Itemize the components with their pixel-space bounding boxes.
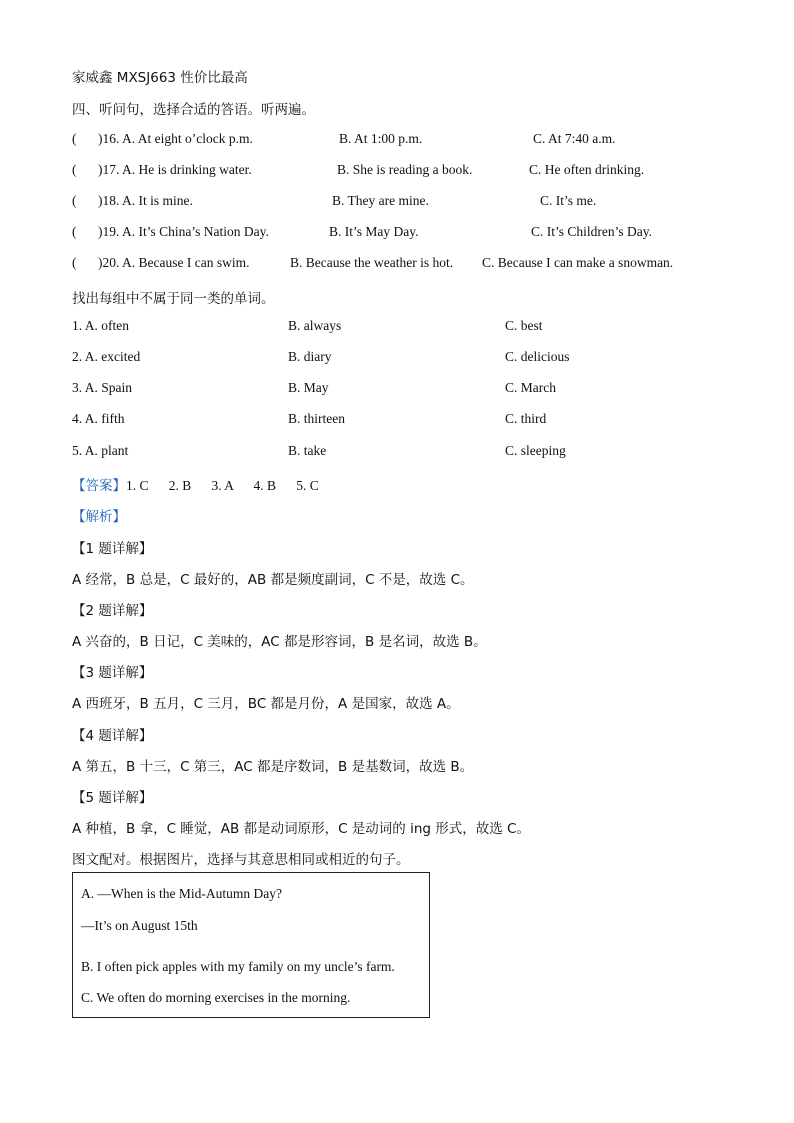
detail-text-3: A 西班牙，B 五月，C 三月，BC 都是月份，A 是国家，故选 A。 bbox=[72, 696, 460, 712]
detail-text-1: A 经常，B 总是，C 最好的，AB 都是频度副词，C 不是，故选 C。 bbox=[72, 572, 474, 588]
word-a: 1. A. often bbox=[72, 318, 129, 333]
answer-label: 【答案】 bbox=[72, 478, 126, 494]
listening-item-20 bbox=[72, 255, 752, 273]
option-b: B. Because the weather is hot. bbox=[290, 255, 454, 270]
answer-text: 1. C 2. B 3. A 4. B 5. C bbox=[126, 478, 319, 493]
answer-bracket: ( bbox=[72, 255, 77, 270]
answer-bracket: ( bbox=[72, 193, 77, 208]
word-b: B. May bbox=[288, 380, 329, 395]
word-b: B. always bbox=[288, 318, 342, 333]
option-c: C. He often drinking. bbox=[529, 162, 645, 177]
option-b: B. She is reading a book. bbox=[337, 162, 473, 177]
detail-title-4: 【4 题详解】 bbox=[72, 728, 153, 744]
detail-title-1: 【1 题详解】 bbox=[72, 541, 153, 557]
option-c: C. It’s me. bbox=[540, 193, 597, 208]
option-a: )20. A. Because I can swim. bbox=[98, 255, 250, 270]
word-a: 3. A. Spain bbox=[72, 380, 133, 395]
option-b: B. It’s May Day. bbox=[329, 224, 419, 239]
option-c: C. At 7:40 a.m. bbox=[533, 131, 616, 146]
option-b-sentence: B. I often pick apples with my family on my uncle’s farm. bbox=[81, 959, 395, 974]
word-c: C. third bbox=[505, 411, 547, 426]
listening-item-18 bbox=[72, 193, 752, 211]
option-a-question: A. —When is the Mid-Autumn Day? bbox=[81, 886, 282, 901]
option-a: )18. A. It is mine. bbox=[98, 193, 193, 208]
detail-text-2: A 兴奋的，B 日记，C 美味的，AC 都是形容词，B 是名词，故选 B。 bbox=[72, 634, 487, 650]
odd-one-out-title: 找出每组中不属于同一类的单词。 bbox=[72, 291, 275, 307]
listening-item-19 bbox=[72, 224, 752, 242]
option-c-sentence: C. We often do morning exercises in the morning. bbox=[81, 990, 351, 1005]
option-c: C. Because I can make a snowman. bbox=[482, 255, 674, 270]
detail-title-3: 【3 题详解】 bbox=[72, 665, 153, 681]
word-a: 4. A. fifth bbox=[72, 411, 125, 426]
answer-line bbox=[72, 474, 319, 494]
option-c: C. It’s Children’s Day. bbox=[531, 224, 652, 239]
word-c: C. best bbox=[505, 318, 543, 333]
sentence-options-box bbox=[72, 872, 430, 1018]
odd-word-group-3 bbox=[72, 380, 752, 398]
option-a: )19. A. It’s China’s Nation Day. bbox=[98, 224, 269, 239]
word-b: B. thirteen bbox=[288, 411, 345, 426]
matching-title: 图文配对。根据图片，选择与其意思相同或相近的句子。 bbox=[72, 852, 410, 868]
analysis-label: 【解析】 bbox=[72, 509, 126, 525]
option-b: B. They are mine. bbox=[332, 193, 429, 208]
word-a: 2. A. excited bbox=[72, 349, 141, 364]
page-header: 家威鑫 MXSJ663 性价比最高 bbox=[72, 70, 248, 86]
detail-text-4: A 第五，B 十三，C 第三，AC 都是序数词，B 是基数词，故选 B。 bbox=[72, 759, 474, 775]
word-b: B. take bbox=[288, 443, 327, 458]
answer-bracket: ( bbox=[72, 224, 77, 239]
option-a: )16. A. At eight o’clock p.m. bbox=[98, 131, 253, 146]
option-a-answer: —It’s on August 15th bbox=[81, 918, 198, 933]
word-a: 5. A. plant bbox=[72, 443, 129, 458]
answer-bracket: ( bbox=[72, 162, 77, 177]
option-b: B. At 1:00 p.m. bbox=[339, 131, 423, 146]
word-c: C. sleeping bbox=[505, 443, 566, 458]
odd-word-group-1 bbox=[72, 318, 752, 336]
word-b: B. diary bbox=[288, 349, 332, 364]
listening-item-16 bbox=[72, 131, 752, 149]
answer-bracket: ( bbox=[72, 131, 77, 146]
word-c: C. March bbox=[505, 380, 556, 395]
option-a: )17. A. He is drinking water. bbox=[98, 162, 252, 177]
odd-word-group-2 bbox=[72, 349, 752, 367]
listening-item-17 bbox=[72, 162, 752, 180]
section4-title: 四、听问句，选择合适的答语。听两遍。 bbox=[72, 102, 315, 118]
detail-text-5: A 种植，B 拿，C 睡觉，AB 都是动词原形，C 是动词的 ing 形式，故选 C。 bbox=[72, 821, 530, 837]
word-c: C. delicious bbox=[505, 349, 570, 364]
odd-word-group-5 bbox=[72, 443, 752, 461]
detail-title-5: 【5 题详解】 bbox=[72, 790, 153, 806]
detail-title-2: 【2 题详解】 bbox=[72, 603, 153, 619]
odd-word-group-4 bbox=[72, 411, 752, 429]
